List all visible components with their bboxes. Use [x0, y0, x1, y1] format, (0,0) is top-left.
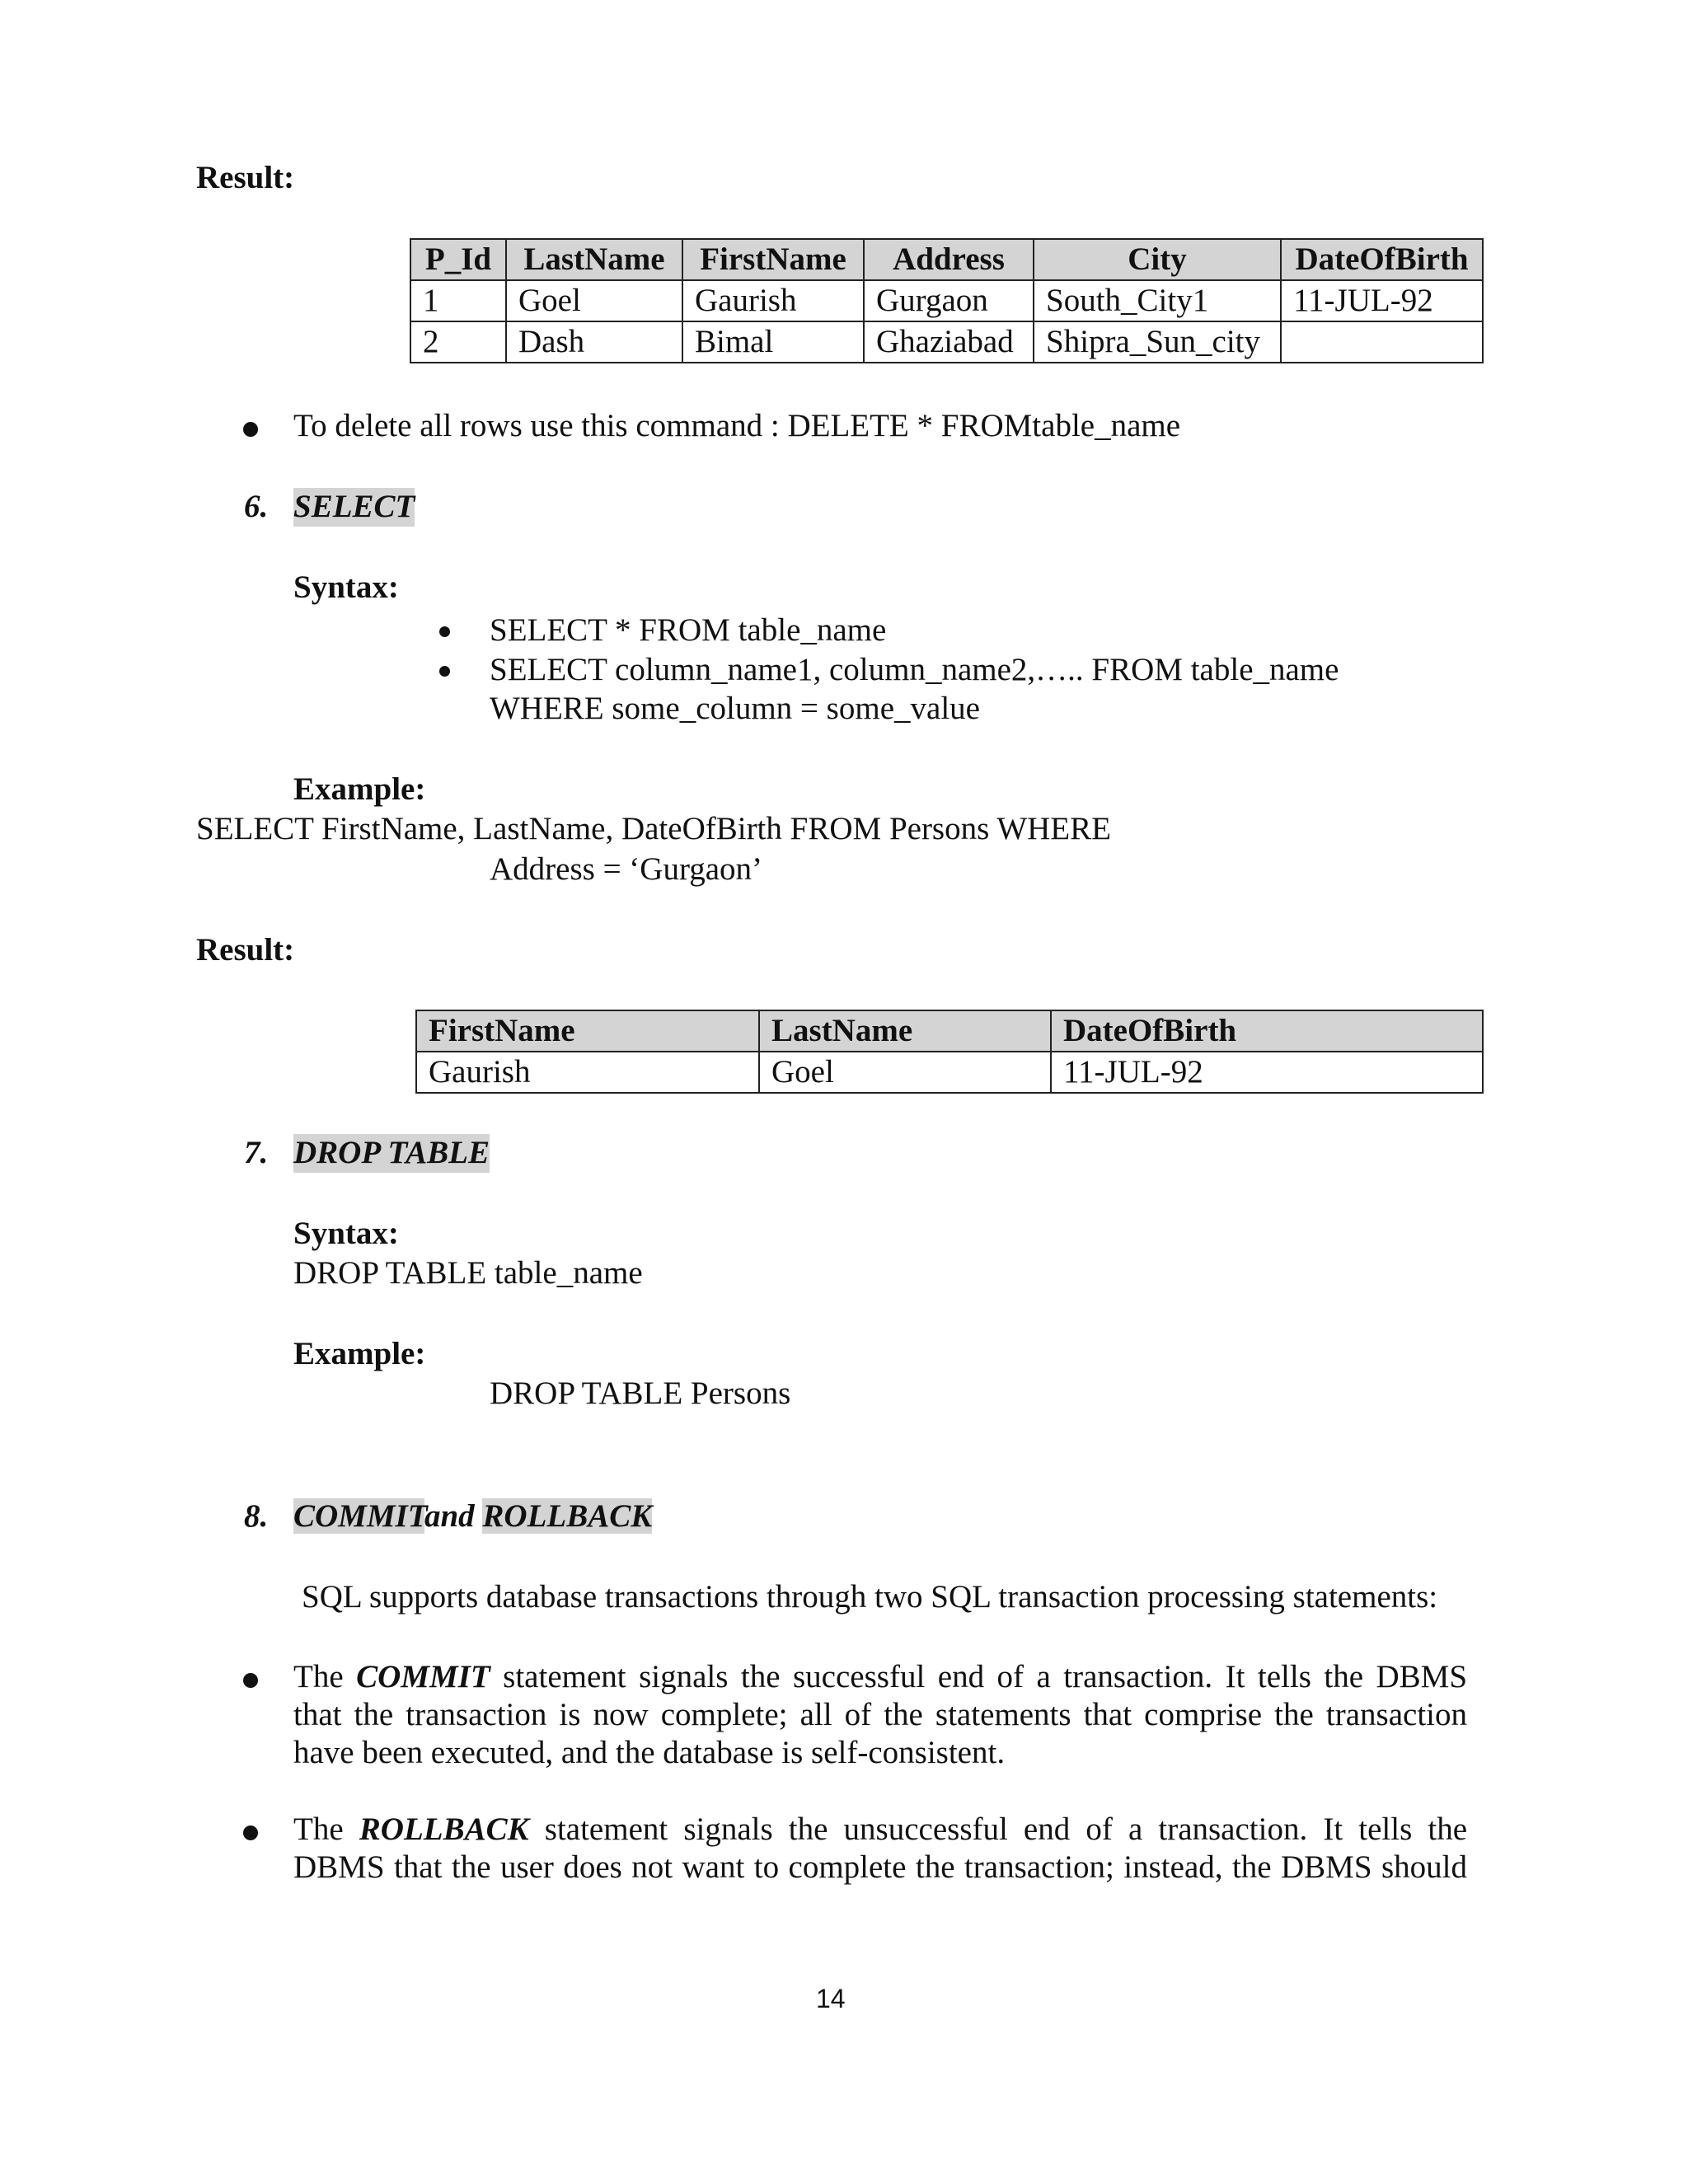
header-lastname: LastName: [506, 239, 682, 280]
table-header-row: [410, 239, 1483, 280]
table-cell: Ghaziabad: [864, 321, 1034, 363]
title-and: and: [424, 1498, 475, 1534]
delete-note: To delete all rows use this command : DELETE * FROMtable_name: [293, 408, 1181, 443]
header-dateofbirth: DateOfBirth: [1281, 239, 1483, 280]
section-title-commit-rollback: [293, 1497, 652, 1536]
syntax-item: SELECT * FROM table_name: [490, 612, 887, 648]
title-rollback: ROLLBACK: [482, 1498, 653, 1534]
table-cell: 11-JUL-92: [1281, 280, 1483, 321]
table-cell: Gaurish: [416, 1052, 759, 1093]
table-cell: Bimal: [682, 321, 864, 363]
intro-paragraph: SQL supports database transactions through two SQL transaction processing statements:: [302, 1579, 1438, 1615]
example-code-line: Address = ‘Gurgaon’: [490, 851, 763, 887]
table-row: [410, 280, 1483, 321]
commit-line: that the transaction is now complete; all of the statements that comprise the transaction: [293, 1697, 1467, 1732]
commit-line: have been executed, and the database is self-consistent.: [293, 1735, 1006, 1770]
example-label: Example:: [293, 771, 426, 807]
section-title-select: SELECT: [293, 488, 415, 527]
table-cell: Shipra_Sun_city: [1034, 321, 1281, 363]
bullet-icon: [439, 666, 450, 677]
result-table: [415, 1010, 1484, 1094]
table-cell: 2: [410, 321, 506, 363]
table-cell: 11-JUL-92: [1051, 1052, 1483, 1093]
syntax-label: Syntax:: [293, 569, 399, 605]
commit-keyword: COMMIT: [356, 1659, 490, 1694]
header-dateofbirth: DateOfBirth: [1051, 1010, 1483, 1052]
table-cell: Gurgaon: [864, 280, 1034, 321]
syntax-item-continuation: WHERE some_column = some_value: [490, 691, 980, 726]
persons-table: [410, 238, 1484, 363]
bullet-icon: [243, 1825, 258, 1840]
bullet-icon: [243, 422, 258, 437]
section-title-drop-table: DROP TABLE: [293, 1134, 490, 1173]
table-cell: South_City1: [1034, 280, 1281, 321]
rollback-keyword: ROLLBACK: [359, 1811, 529, 1847]
rollback-line: The ROLLBACK statement signals the unsuccessful end of a transaction. It tells the: [293, 1811, 1468, 1847]
bullet-icon: [243, 1673, 258, 1688]
header-p-id: P_Id: [410, 239, 506, 280]
example-code-line: SELECT FirstName, LastName, DateOfBirth FROM Persons WHERE: [196, 811, 1111, 846]
result-label: Result:: [196, 160, 295, 195]
header-city: City: [1034, 239, 1281, 280]
table-cell: Goel: [506, 280, 682, 321]
syntax-code: DROP TABLE table_name: [293, 1255, 643, 1291]
header-lastname: LastName: [759, 1010, 1051, 1052]
commit-line: The COMMIT statement signals the successful end of a transaction. It tells the DBMS: [293, 1659, 1468, 1694]
header-firstname: FirstName: [682, 239, 864, 280]
table-header-row: [416, 1010, 1483, 1052]
title-commit: COMMIT: [293, 1498, 424, 1534]
section-number: 8.: [244, 1498, 269, 1534]
table-row: [410, 321, 1483, 363]
result-label: Result:: [196, 932, 295, 968]
header-address: Address: [864, 239, 1034, 280]
bullet-icon: [439, 626, 450, 637]
syntax-item: SELECT column_name1, column_name2,….. FROM table_name: [490, 652, 1339, 687]
table-cell: Goel: [759, 1052, 1051, 1093]
table-cell: Dash: [506, 321, 682, 363]
page-number: 14: [816, 1984, 846, 2013]
header-firstname: FirstName: [416, 1010, 759, 1052]
section-number: 6.: [244, 489, 269, 524]
table-cell: 1: [410, 280, 506, 321]
example-label: Example:: [293, 1336, 426, 1371]
table-row: [416, 1052, 1483, 1093]
syntax-label: Syntax:: [293, 1216, 399, 1251]
table-cell: [1281, 321, 1483, 363]
section-number: 7.: [244, 1135, 269, 1170]
example-code: DROP TABLE Persons: [490, 1376, 791, 1411]
rollback-line: DBMS that the user does not want to complete the transaction; instead, the DBMS should: [293, 1849, 1467, 1885]
table-cell: Gaurish: [682, 280, 864, 321]
